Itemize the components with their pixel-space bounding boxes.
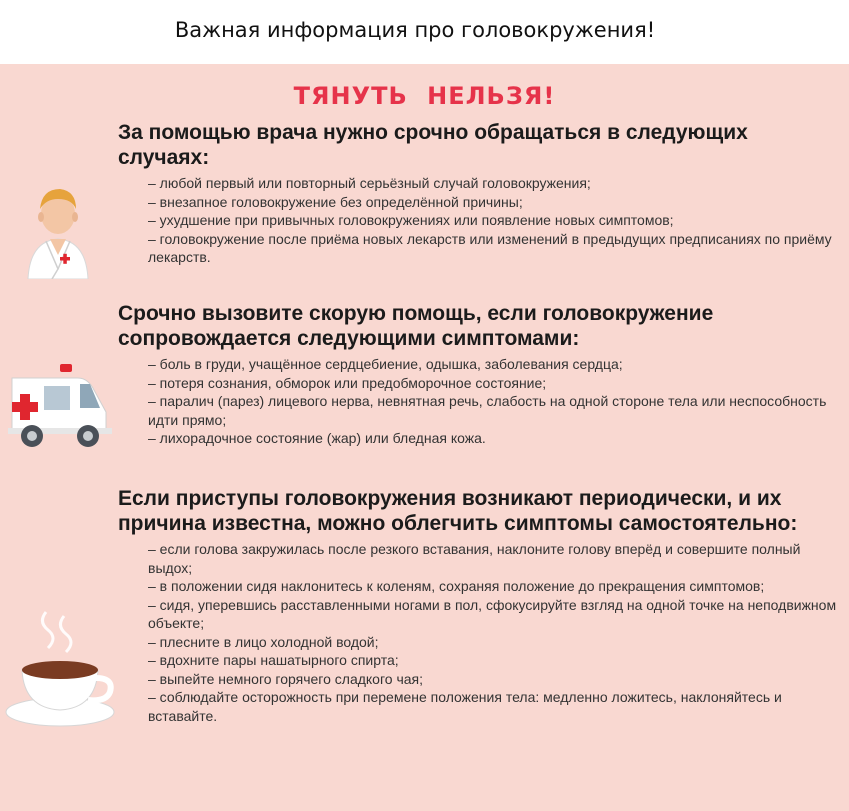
item-list [118,174,843,267]
list-item: – потеря сознания, обморок или предобморочное состояние; [148,374,547,391]
item-list [118,355,843,448]
list-item: – лихорадочное состояние (жар) или бледная кожа. [148,430,486,446]
list-item: – плесните в лицо холодной водой; [148,633,379,650]
doctor-icon [22,179,94,283]
section-self-help [118,486,843,725]
section-title: Срочно вызовите скорую помощь, если головокружение сопровождается следующими симптомами: [118,302,714,350]
section-doctor [118,120,843,267]
list-item: – головокружение после приёма новых лекарств или изменений в предыдущих предписаниях по приёму лекарств. [148,230,832,265]
list-item: – сидя, уперевшись расставленными ногами в пол, сфокусируйте взгляд на одной точке на неподвижном объекте; [148,596,837,631]
headline: ТЯНУТЬ НЕЛЬЗЯ! [293,82,556,110]
list-item: – боль в груди, учащённое сердцебиение, одышка, заболевания сердца; [148,356,623,372]
list-item: – вдохните пары нашатырного спирта; [148,652,399,668]
list-item: – если голова закружилась после резкого вставания, наклоните голову вперёд и совершите полный выдох; [148,541,801,576]
list-item: – любой первый или повторный серьёзный случай головокружения; [148,175,591,191]
list-item: – выпейте немного горячего сладкого чая; [148,670,423,687]
poster [0,64,849,811]
item-list [118,540,843,725]
section-ambulance [118,301,843,448]
tea-cup-icon [2,608,122,734]
section-title: Если приступы головокружения возникают периодически, и их причина известна, можно облегчить симптомы самостоятельно: [118,487,798,535]
list-item: – паралич (парез) лицевого нерва, невнятная речь, слабость на одной стороне тела или неспособность идти прямо; [148,393,827,428]
list-item: – соблюдайте осторожность при перемене положения тела: медленно ложитесь, наклоняйтесь и вставайте. [148,689,782,724]
page-title: Важная информация про головокружения! [174,18,656,42]
ambulance-icon [8,360,114,454]
list-item: – в положении сидя наклонитесь к коленям, сохраняя положение до прекращения симптомов; [148,578,765,594]
list-item: – ухудшение при привычных головокружениях или появление новых симптомов; [148,212,674,228]
list-item: – внезапное головокружение без определённой причины; [148,193,523,210]
section-title: За помощью врача нужно срочно обращаться в следующих случаях: [118,121,748,169]
